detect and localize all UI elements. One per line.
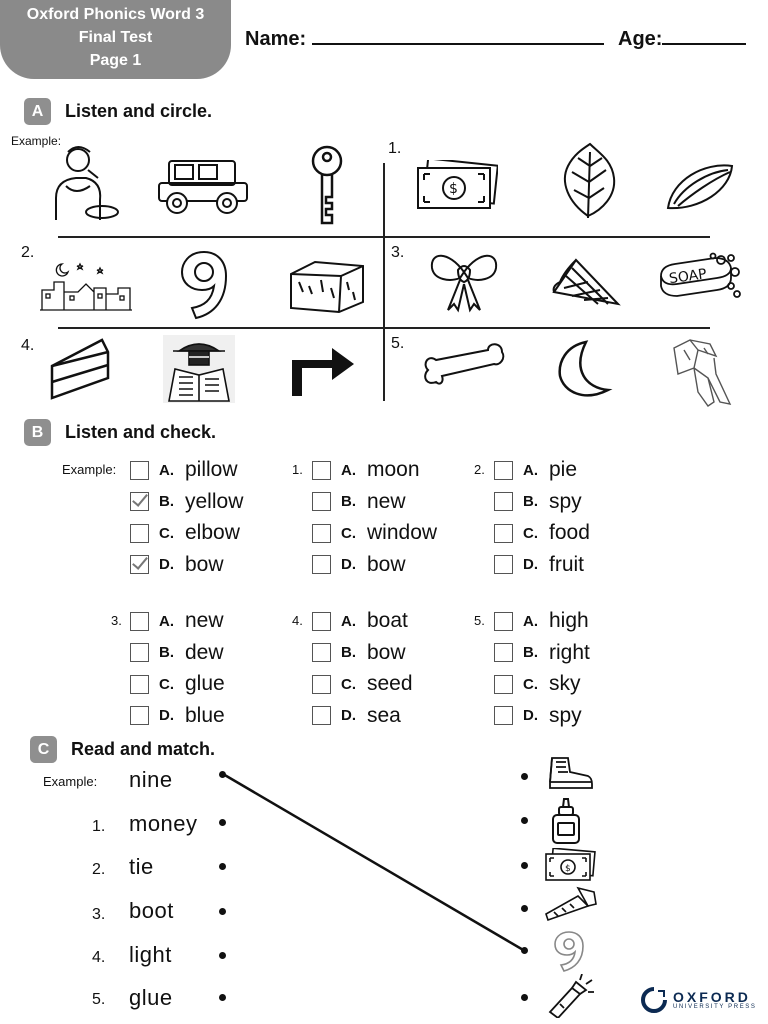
seed-icon[interactable] [664, 160, 736, 212]
b-option-2-2[interactable] [494, 518, 590, 548]
checkbox[interactable] [312, 612, 331, 631]
checkbox[interactable] [312, 524, 331, 543]
checkbox[interactable] [312, 492, 331, 511]
bone-icon[interactable] [422, 342, 506, 390]
a-divider-row-1 [58, 236, 710, 238]
a-vertical-divider [383, 163, 385, 401]
option-letter: A. [341, 612, 356, 630]
a-number-3: 3. [391, 244, 405, 261]
checkbox[interactable] [312, 675, 331, 694]
checkbox[interactable] [494, 675, 513, 694]
section-a-example-label: Example: [11, 134, 62, 148]
money-icon-a[interactable] [416, 160, 498, 210]
option-letter: B. [159, 493, 174, 510]
right-match-dot-6[interactable] [521, 994, 528, 1001]
checkbox[interactable] [494, 524, 513, 543]
svg-text:$: $ [565, 864, 571, 874]
section-a-badge: A [24, 98, 51, 125]
option-word: high [549, 609, 589, 632]
checkbox[interactable] [494, 555, 513, 574]
cone-icon[interactable] [550, 256, 622, 308]
right-match-dot-1[interactable] [521, 773, 528, 780]
jeep-icon[interactable] [155, 155, 250, 217]
option-word: spy [549, 703, 582, 727]
b-option-0-3[interactable] [130, 550, 224, 580]
b-group-prefix-5: 5. [474, 613, 485, 628]
option-letter: D. [523, 556, 538, 573]
option-letter: B. [341, 493, 356, 510]
c-row-label-example: Example: [43, 774, 98, 789]
name-field[interactable] [245, 27, 604, 51]
b-option-4-1[interactable] [312, 638, 406, 668]
checkbox[interactable] [130, 555, 149, 574]
option-word: yellow [185, 489, 244, 513]
b-option-3-2[interactable] [130, 669, 225, 699]
option-letter: C. [159, 524, 174, 542]
option-word: bow [185, 552, 224, 576]
c-word-2: tie [129, 854, 154, 879]
c-row-label-4: 4. [92, 949, 106, 966]
b-group-prefix-4: 4. [292, 613, 303, 628]
key-icon[interactable] [307, 145, 347, 227]
boy-eating-icon[interactable] [48, 142, 122, 222]
section-b-heading [24, 419, 216, 446]
b-group-prefix-2: 2. [474, 462, 485, 477]
soap-icon[interactable] [657, 252, 741, 306]
option-letter: A. [159, 612, 174, 630]
oxford-logo-icon [641, 987, 667, 1013]
left-match-dot-4[interactable] [219, 952, 226, 959]
test-title-line-2: Final Test [78, 29, 153, 46]
b-option-4-0[interactable] [312, 606, 408, 636]
glue-bottle-icon [549, 797, 583, 845]
test-title-line-1: Oxford Phonics Word 3 [26, 6, 205, 23]
soap-text: SOAP [668, 266, 708, 288]
option-letter: D. [159, 556, 174, 573]
b-option-3-0[interactable] [130, 606, 224, 636]
b-option-5-2[interactable] [494, 669, 581, 699]
option-letter: C. [341, 675, 356, 693]
svg-text:$: $ [449, 181, 458, 197]
right-match-dot-3[interactable] [521, 862, 528, 869]
checkbox[interactable] [312, 555, 331, 574]
c-word-example: nine [129, 767, 173, 792]
left-match-dot-5[interactable] [219, 994, 226, 1001]
option-word: new [185, 609, 224, 632]
c-word-4: light [129, 942, 172, 967]
checkbox[interactable] [130, 492, 149, 511]
right-match-dot-4[interactable] [521, 905, 528, 912]
oxford-logo [641, 987, 757, 1013]
money-icon-c [544, 848, 596, 882]
checkbox[interactable] [130, 524, 149, 543]
b-option-2-1[interactable] [494, 487, 582, 517]
b-option-1-0[interactable] [312, 455, 420, 485]
option-word: pillow [185, 458, 238, 481]
checkbox[interactable] [130, 643, 149, 662]
right-turn-arrow-icon[interactable] [292, 348, 354, 396]
night-town-icon[interactable] [40, 258, 132, 312]
bow-icon[interactable] [428, 248, 500, 314]
moon-icon[interactable] [556, 340, 614, 400]
option-word: glue [185, 672, 225, 695]
checkbox[interactable] [130, 612, 149, 631]
option-letter: C. [523, 675, 538, 693]
option-word: seed [367, 672, 413, 695]
checkbox[interactable] [312, 461, 331, 480]
option-word: bow [367, 552, 406, 576]
b-option-1-1[interactable] [312, 487, 406, 517]
hay-bale-icon[interactable] [285, 258, 367, 314]
b-option-3-1[interactable] [130, 638, 224, 668]
b-group-prefix-1: 1. [292, 462, 303, 477]
nine-icon-a[interactable] [178, 248, 230, 320]
section-c-badge: C [30, 736, 57, 763]
b-option-3-3[interactable] [130, 701, 225, 731]
left-match-dot-1[interactable] [219, 819, 226, 826]
section-a-title: Listen and circle. [65, 101, 213, 121]
option-letter: A. [523, 612, 538, 630]
b-option-0-1[interactable] [130, 487, 243, 517]
age-blank[interactable] [662, 27, 746, 45]
b-option-1-3[interactable] [312, 550, 406, 580]
right-match-dot-5[interactable] [521, 947, 528, 954]
option-word: dew [185, 640, 224, 664]
option-letter: C. [523, 524, 538, 542]
tie-icon [542, 886, 598, 922]
b-group-prefix-0: Example: [62, 462, 117, 477]
checkbox[interactable] [130, 461, 149, 480]
option-letter: A. [159, 461, 174, 479]
cake-slice-icon[interactable] [50, 338, 110, 400]
option-letter: B. [523, 493, 538, 510]
b-option-2-3[interactable] [494, 550, 584, 580]
option-letter: D. [159, 707, 174, 724]
option-word: boat [367, 609, 408, 632]
a-number-5: 5. [391, 335, 405, 352]
checkbox[interactable] [312, 706, 331, 725]
option-word: window [367, 521, 438, 544]
b-option-1-2[interactable] [312, 518, 437, 548]
option-letter: D. [523, 707, 538, 724]
oxford-logo-sub: UNIVERSITY PRESS [673, 1004, 757, 1010]
test-title-box [0, 0, 231, 79]
name-label: Name: [245, 28, 307, 50]
option-word: pie [549, 458, 578, 481]
option-word: bow [367, 640, 406, 664]
option-letter: A. [341, 461, 356, 479]
option-letter: B. [523, 644, 538, 661]
checkbox[interactable] [494, 643, 513, 662]
option-word: spy [549, 489, 582, 513]
a-divider-row-2 [58, 327, 710, 329]
b-option-5-1[interactable] [494, 638, 590, 668]
option-word: sea [367, 703, 401, 727]
section-a-heading [24, 98, 212, 125]
checkbox[interactable] [494, 612, 513, 631]
checkbox[interactable] [494, 492, 513, 511]
section-c-heading [30, 736, 215, 763]
oxford-logo-word: OXFORD [673, 989, 751, 1005]
option-letter: D. [341, 556, 356, 573]
option-letter: D. [341, 707, 356, 724]
flashlight-icon [546, 974, 594, 1018]
age-label: Age: [618, 28, 663, 50]
b-option-0-0[interactable] [130, 455, 238, 485]
checkbox[interactable] [130, 675, 149, 694]
c-row-label-3: 3. [92, 906, 106, 923]
option-word: moon [367, 458, 420, 481]
left-match-dot-2[interactable] [219, 863, 226, 870]
b-option-2-0[interactable] [494, 455, 577, 485]
b-option-5-0[interactable] [494, 606, 589, 636]
option-letter: B. [341, 644, 356, 661]
a-number-4: 4. [21, 337, 35, 354]
option-letter: A. [523, 461, 538, 479]
leaf-icon[interactable] [558, 142, 618, 220]
c-word-5: glue [129, 985, 173, 1010]
c-row-label-5: 5. [92, 991, 106, 1008]
b-group-prefix-3: 3. [111, 613, 122, 628]
option-letter: B. [159, 644, 174, 661]
b-option-5-3[interactable] [494, 701, 582, 731]
nine-icon-c [553, 930, 585, 972]
checkbox[interactable] [130, 706, 149, 725]
checkbox[interactable] [312, 643, 331, 662]
option-word: right [549, 640, 590, 664]
option-word: blue [185, 703, 225, 727]
a-number-2: 2. [21, 244, 35, 261]
option-letter: C. [159, 675, 174, 693]
option-word: elbow [185, 521, 240, 544]
test-title-line-3: Page 1 [89, 52, 142, 69]
boot-icon [546, 756, 594, 790]
option-word: food [549, 521, 590, 544]
option-word: new [367, 489, 406, 513]
c-row-label-2: 2. [92, 861, 106, 878]
b-option-0-2[interactable] [130, 518, 240, 548]
a-number-1: 1. [388, 140, 402, 157]
c-word-3: boot [129, 898, 174, 923]
section-b-badge: B [24, 419, 51, 446]
age-field[interactable] [618, 27, 746, 51]
name-blank[interactable] [312, 27, 604, 45]
left-match-dot-example[interactable] [219, 771, 226, 778]
left-match-dot-3[interactable] [219, 908, 226, 915]
section-c-title: Read and match. [71, 739, 216, 759]
c-row-label-1: 1. [92, 818, 106, 835]
checkbox[interactable] [494, 706, 513, 725]
option-letter: C. [341, 524, 356, 542]
section-b-title: Listen and check. [65, 422, 217, 442]
b-option-4-2[interactable] [312, 669, 413, 699]
checkbox[interactable] [494, 461, 513, 480]
c-word-1: money [129, 811, 198, 836]
suit-icon[interactable] [664, 338, 736, 408]
spy-reading-icon[interactable] [163, 335, 235, 403]
b-option-4-3[interactable] [312, 701, 401, 731]
option-word: fruit [549, 552, 585, 576]
option-word: sky [549, 672, 581, 695]
right-match-dot-2[interactable] [521, 817, 528, 824]
